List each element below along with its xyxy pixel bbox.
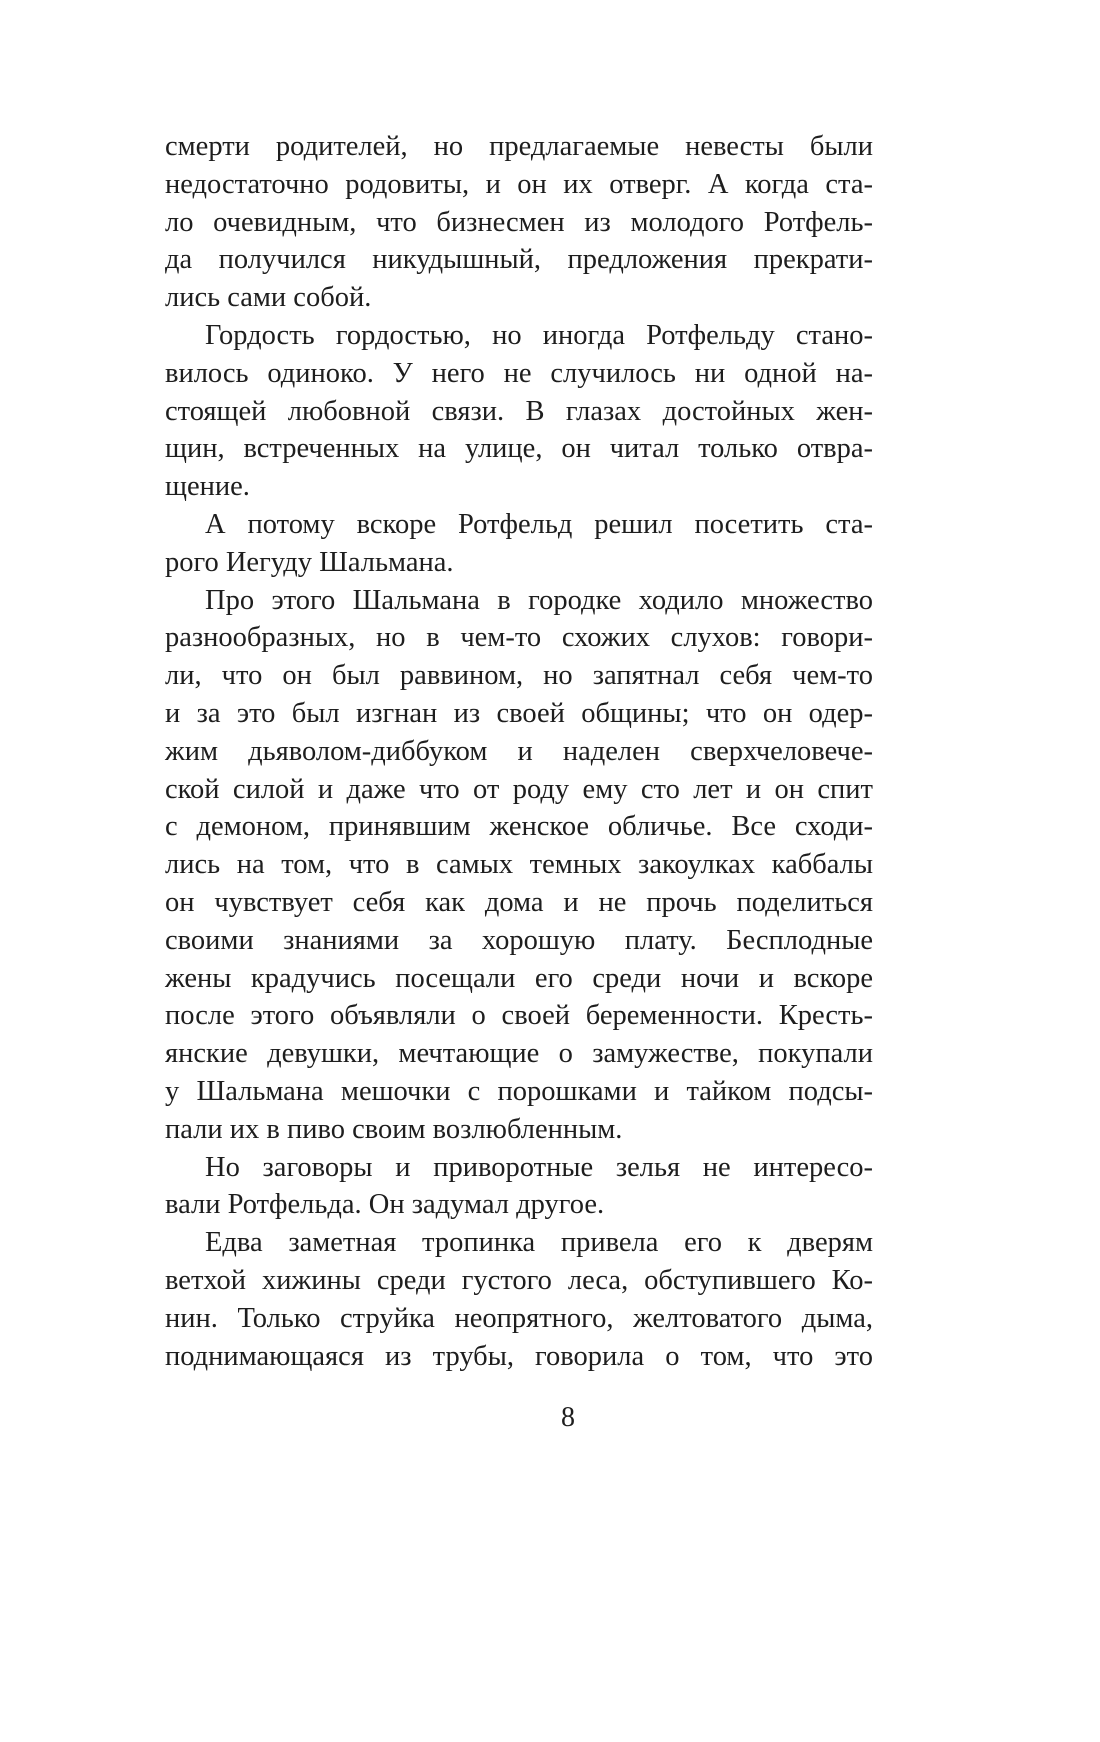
- text-line: лись на том, что в самых темных закоулках каббалы: [165, 849, 873, 881]
- text-line: поднимающаяся из трубы, говорила о том, что это: [165, 1340, 873, 1372]
- text-line: щение.: [165, 471, 250, 503]
- text-line: недостаточно родовиты, и он их отверг. А когда ста-: [165, 168, 873, 200]
- text-line: ветхой хижины среди густого леса, обступившего Ко-: [165, 1264, 873, 1296]
- text-line: он чувствует себя как дома и не прочь поделиться: [165, 886, 873, 918]
- text-line: разнообразных, но в чем-то схожих слухов: говори-: [165, 622, 873, 654]
- text-line: жим дьяволом-диббуком и наделен сверхчеловече-: [165, 735, 873, 767]
- text-line: вилось одиноко. У него не случилось ни одной на-: [165, 357, 873, 389]
- text-line: своими знаниями за хорошую плату. Бесплодные: [165, 924, 873, 956]
- page-body-text: [165, 128, 873, 1375]
- text-line: А потому вскоре Ротфельд решил посетить ста-: [205, 508, 873, 540]
- text-line: рого Иегуду Шальмана.: [165, 546, 454, 578]
- text-line: Про этого Шальмана в городке ходило множество: [205, 584, 873, 616]
- text-line: с демоном, принявшим женское обличье. Все сходи-: [165, 811, 873, 843]
- text-line: лись сами собой.: [165, 282, 372, 314]
- text-line: стоящей любовной связи. В глазах достойных жен-: [165, 395, 873, 427]
- text-line: смерти родителей, но предлагаемые невесты были: [165, 131, 873, 162]
- text-line: ли, что он был раввином, но запятнал себя чем-то: [165, 660, 873, 692]
- text-line: после этого объявляли о своей беременности. Кресть-: [165, 1000, 873, 1032]
- text-line: ской силой и даже что от роду ему сто лет и он спит: [165, 773, 873, 805]
- text-line: вали Ротфельда. Он задумал другое.: [165, 1189, 605, 1221]
- text-line: да получился никудышный, предложения прекрати-: [165, 244, 873, 276]
- text-line: Едва заметная тропинка привела его к дверям: [205, 1227, 873, 1259]
- text-line: нин. Только струйка неопрятного, желтоватого дыма,: [165, 1302, 873, 1334]
- text-line: щин, встреченных на улице, он читал только отвра-: [165, 433, 873, 465]
- text-line: Гордость гордостью, но иногда Ротфельду стано-: [205, 319, 873, 351]
- text-line: и за это был изгнан из своей общины; что он одер-: [165, 697, 873, 729]
- text-line: жены крадучись посещали его среди ночи и вскоре: [165, 962, 873, 994]
- page-number: 8: [561, 1402, 575, 1433]
- text-line: у Шальмана мешочки с порошками и тайком подсы-: [165, 1075, 873, 1107]
- text-line: пали их в пиво своим возлюбленным.: [165, 1113, 623, 1145]
- text-line: Но заговоры и приворотные зелья не интересо-: [205, 1151, 873, 1183]
- text-line: ло очевидным, что бизнесмен из молодого Ротфель-: [165, 206, 873, 238]
- text-line: янские девушки, мечтающие о замужестве, покупали: [165, 1038, 873, 1070]
